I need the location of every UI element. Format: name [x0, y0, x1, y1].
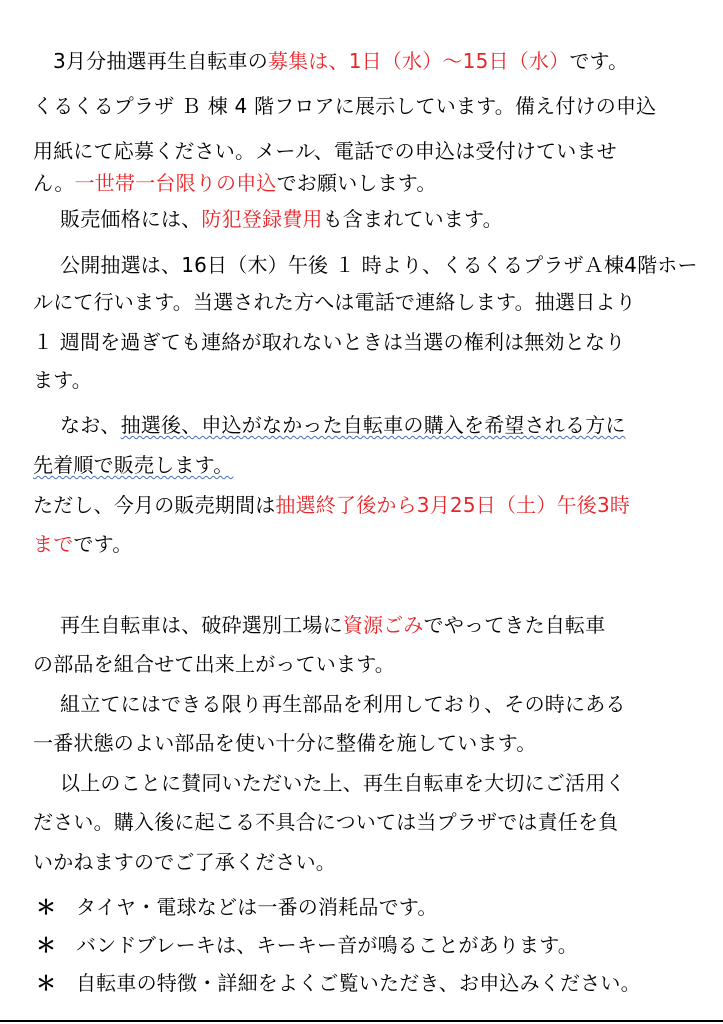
lottery-line-1: 公開抽選は、16日（木）午後 １ 時より、くるくるプラザＡ棟4階ホー [60, 253, 698, 277]
text: でお願いします。 [276, 171, 437, 195]
recruit-line-4 [33, 168, 693, 198]
text: でやってきた自転車 [423, 613, 606, 637]
agreement-line-3: いかねますのでご了承ください。 [33, 850, 336, 874]
first-come-line-2 [33, 450, 693, 480]
bullet-text: 自転車の特徴・詳細をよくご覧いただき、お申込みください。 [76, 971, 641, 995]
resource-waste-highlight: 資源ごみ [342, 613, 424, 637]
underlined-text: 抽選後、申込がなかった自転車の購入を希望される方に [120, 413, 626, 437]
lottery-line-3: １ 週間を過ぎても連絡が取れないときは当選の権利は無効となり [33, 330, 626, 354]
text: です。 [73, 532, 133, 556]
assembly-line-2: 一番状態のよい部品を使い十分に整備を施しています。 [33, 731, 537, 755]
asterisk-icon: ＊ [36, 933, 57, 957]
one-per-household-highlight: 一世帯一台限りの申込 [74, 171, 277, 195]
text: 販売価格には、 [60, 207, 202, 231]
text: ただし、今月の販売期間は [33, 493, 276, 517]
bullet-text: バンドブレーキは、キーキー音が鳴ることがあります。 [76, 933, 578, 957]
text: も含まれています。 [322, 207, 503, 231]
text: なお、 [60, 413, 121, 437]
bullet-text: タイヤ・電球などは一番の消耗品です。 [76, 895, 438, 919]
assembly-line-1: 組立てにはできる限り再生部品を利用しており、その時にある [60, 692, 626, 716]
price-line [60, 204, 720, 234]
sale-period-highlight: 抽選終了後から3月25日（土）午後3時 [275, 493, 631, 517]
lottery-line-4: ます。 [33, 368, 92, 392]
recruit-line-2: くるくるプラザ Ｂ 棟 4 階フロアに展示しています。備え付けの申込 [33, 94, 657, 118]
underlined-text: 先着順で販売します。 [33, 453, 234, 477]
agreement-line-1: 以上のことに賛同いただいた上、再生自転車を大切にご活用く [60, 771, 626, 795]
recycled-line-2: の部品を組合せて出来上がっています。 [33, 652, 395, 676]
agreement-line-2: ださい。購入後に起こる不具合については当プラザでは責任を負 [33, 810, 619, 834]
sale-period-highlight: まで [33, 532, 74, 556]
bottom-divider [0, 1020, 723, 1022]
text: 再生自転車は、破砕選別工場に [60, 613, 343, 637]
recruit-period-highlight: 募集は、1日（水）～15日（水） [267, 49, 570, 73]
text: ん。 [33, 171, 75, 195]
sale-period-line-2 [33, 529, 693, 559]
text: 3月分抽選再生自転車の [53, 49, 268, 73]
bullet-item [36, 968, 696, 998]
sale-period-line-1 [33, 490, 693, 520]
registration-fee-highlight: 防犯登録費用 [201, 207, 323, 231]
lottery-line-2: ルにて行います。当選された方へは電話で連絡します。抽選日より [33, 290, 636, 314]
asterisk-icon: ＊ [36, 971, 57, 995]
bullet-item [36, 930, 696, 960]
recruit-line-3: 用紙にて応募ください。メール、電話での申込は受付けていませ [33, 139, 617, 163]
recycled-line-1 [60, 610, 720, 640]
first-come-line-1 [60, 410, 720, 440]
bullet-item [36, 892, 696, 922]
recruit-line-1 [53, 46, 713, 76]
text: です。 [569, 49, 629, 73]
asterisk-icon: ＊ [36, 895, 57, 919]
